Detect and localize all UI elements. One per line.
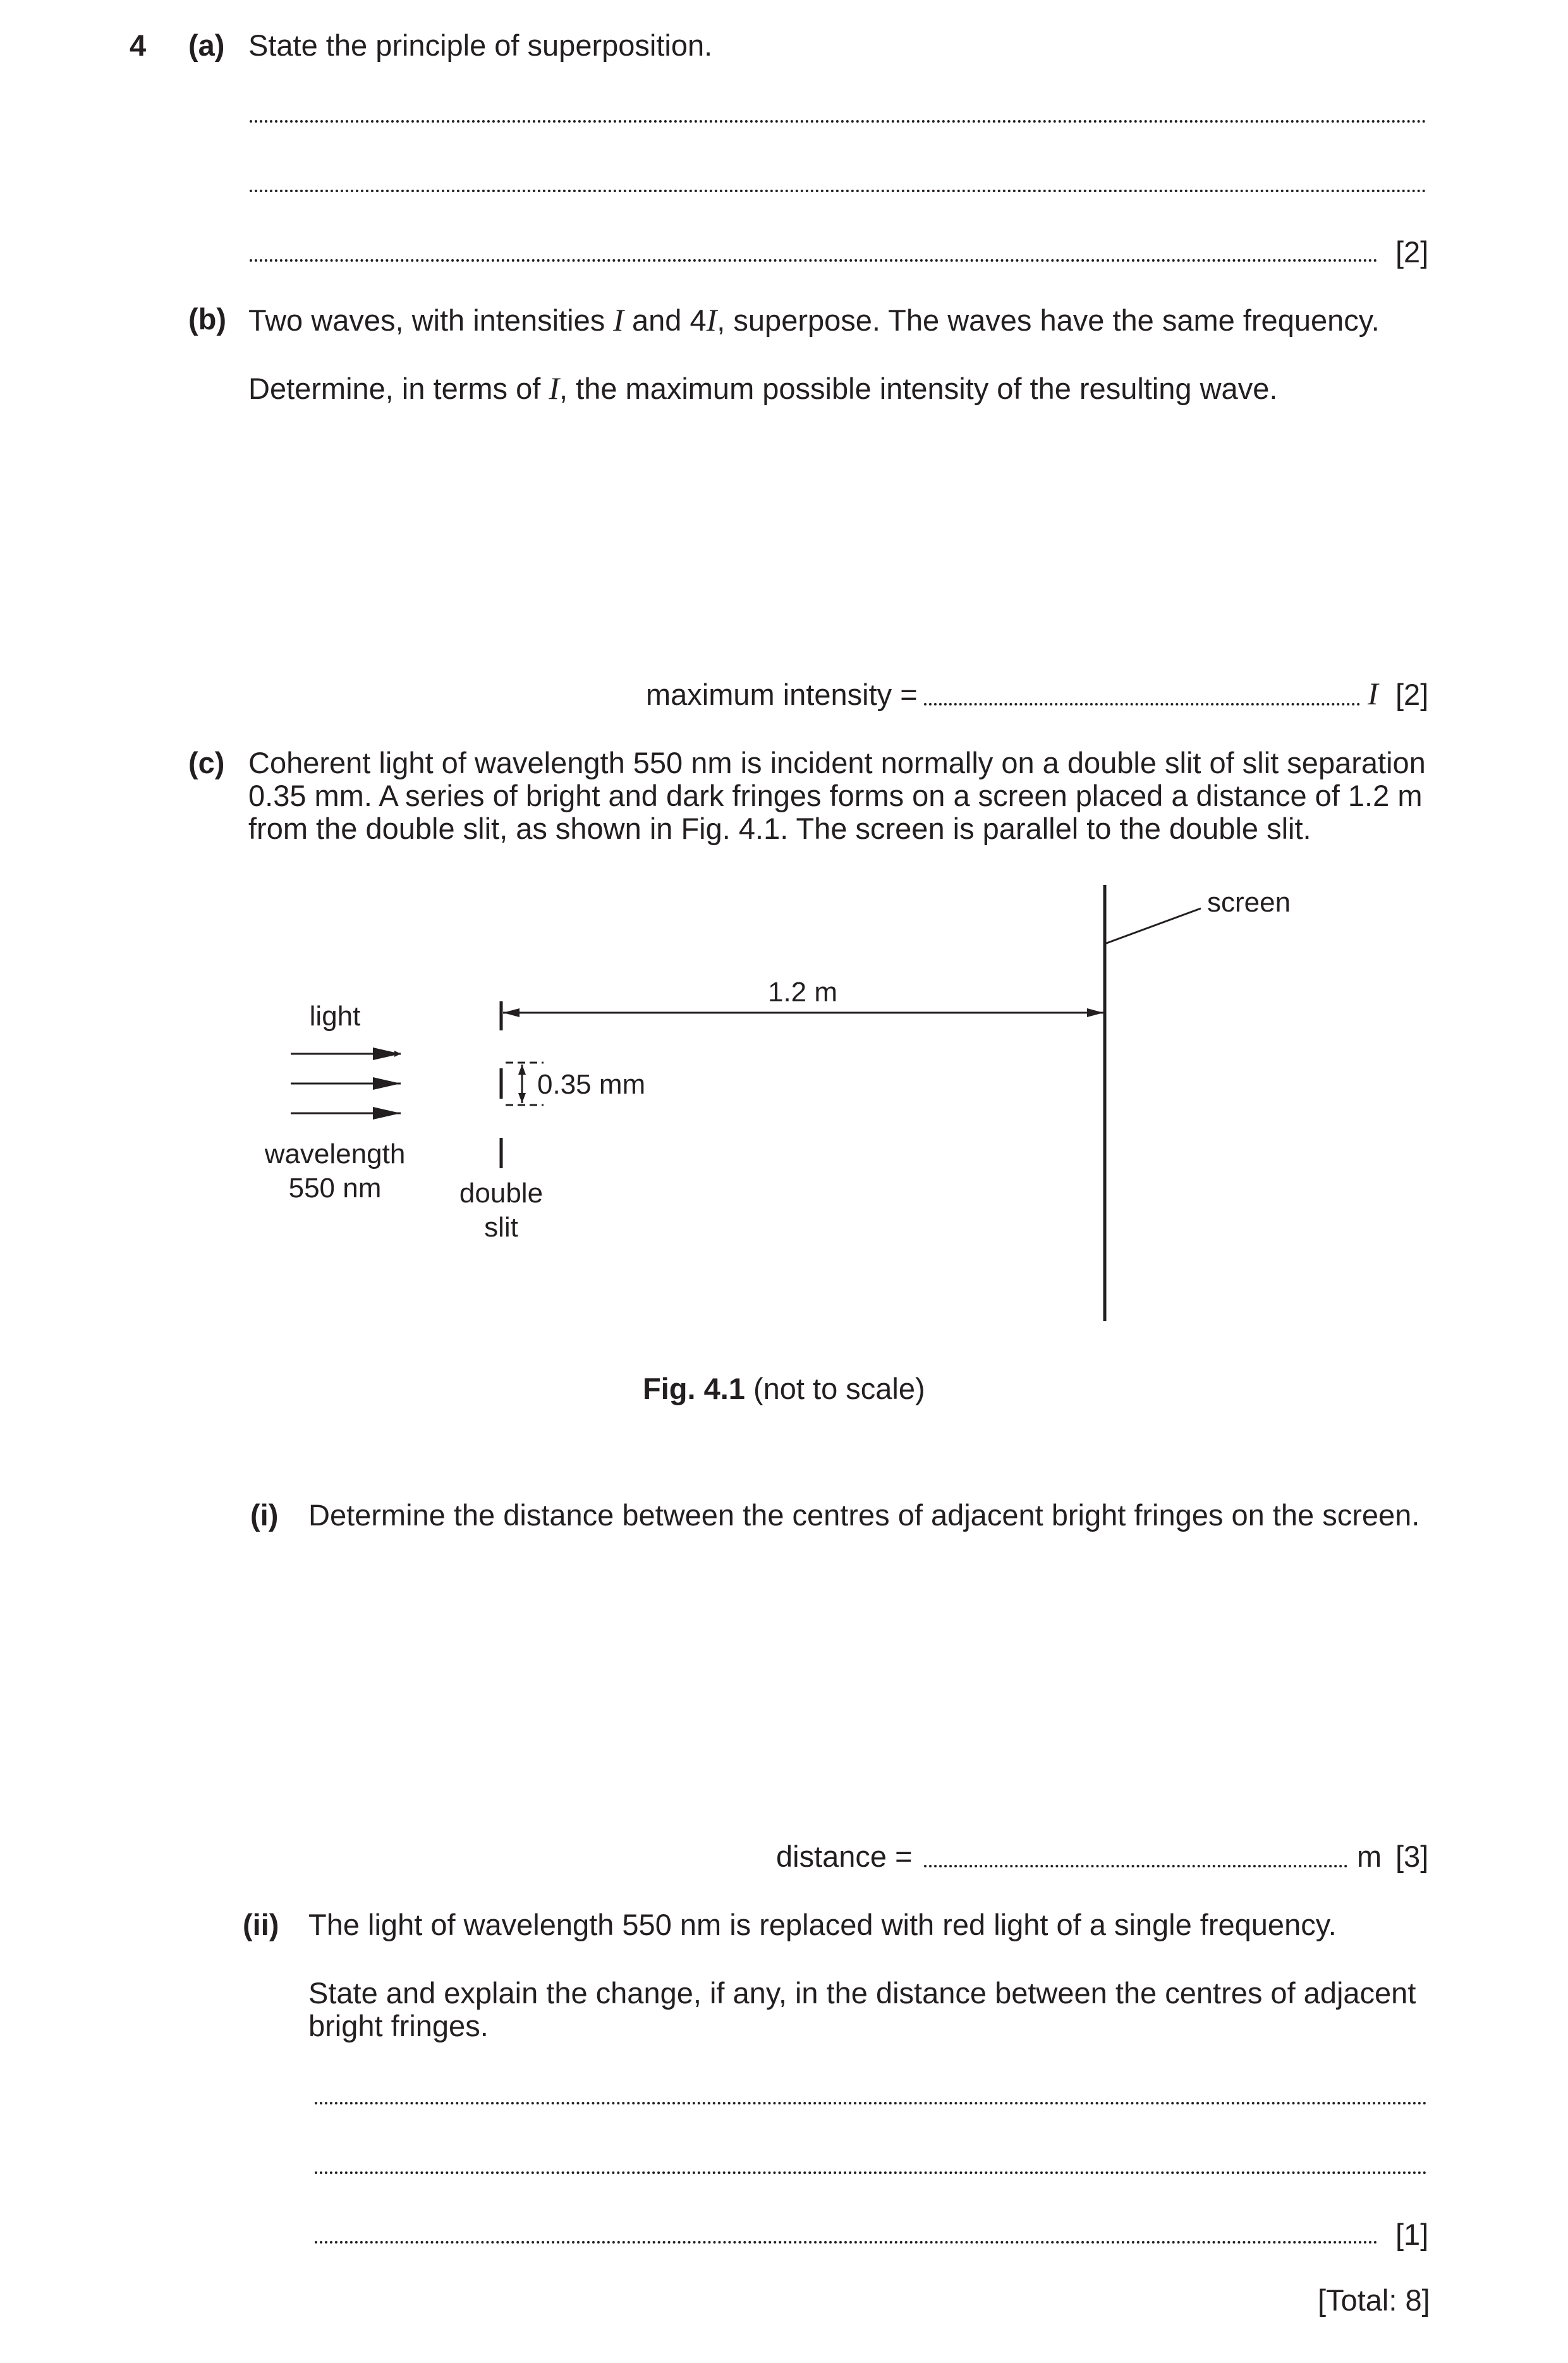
answer-line[interactable]: [315, 2171, 1427, 2174]
part-b-question: Two waves, with intensities I and 4I, superpose. The waves have the same frequency.: [248, 302, 1380, 338]
sub-ii-marks: [1]: [1395, 2218, 1429, 2251]
sub-i-answer-label: distance =: [776, 1840, 913, 1873]
separation-label: 0.35 mm: [537, 1069, 646, 1100]
double-slit-label: slit: [484, 1212, 518, 1243]
light-arrowhead: [373, 1047, 401, 1060]
separation-arrowhead-top: [518, 1065, 526, 1075]
part-a-question: State the principle of superposition.: [248, 28, 713, 62]
distance-label: 1.2 m: [767, 977, 838, 1008]
distance-arrowhead-right: [1087, 1008, 1103, 1017]
double-slit-label: double: [459, 1178, 544, 1209]
part-b-instruction: Determine, in terms of I, the maximum possible intensity of the resulting wave.: [248, 370, 1278, 406]
light-arrowhead: [373, 1107, 401, 1120]
wavelength-label: wavelength: [264, 1139, 406, 1169]
part-b-label: (b): [188, 302, 227, 336]
screen-label-pointer: [1105, 908, 1201, 944]
sub-ii-instruction-line-1: State and explain the change, if any, in the distance between the centres of adjacent: [308, 1976, 1416, 2010]
question-number: 4: [130, 28, 147, 62]
sub-i-marks: [3]: [1395, 1840, 1429, 1873]
part-c-paragraph-line-1: Coherent light of wavelength 550 nm is incident normally on a double slit of slit separation: [248, 746, 1426, 779]
figure-caption: Fig. 4.1 (not to scale): [643, 1372, 925, 1405]
part-c-paragraph-line-3: from the double slit, as shown in Fig. 4.1. The screen is parallel to the double slit.: [248, 812, 1311, 845]
part-b-marks: [2]: [1395, 678, 1429, 711]
part-c-label: (c): [188, 746, 225, 779]
answer-line[interactable]: [315, 2241, 1378, 2244]
light-label: light: [309, 1001, 361, 1032]
part-b-answer-label: maximum intensity =: [646, 678, 918, 711]
sub-i-answer-unit: m: [1357, 1840, 1382, 1873]
total-marks: [Total: 8]: [1318, 2283, 1430, 2317]
distance-arrowhead-left: [503, 1008, 520, 1017]
sub-ii-question: The light of wavelength 550 nm is replaced with red light of a single frequency.: [308, 1908, 1337, 1941]
separation-arrowhead-bottom: [518, 1093, 526, 1103]
screen-label: screen: [1207, 887, 1291, 918]
sub-ii-instruction-line-2: bright fringes.: [308, 2009, 489, 2042]
sub-i-question: Determine the distance between the centres of adjacent bright fringes on the screen.: [308, 1498, 1420, 1532]
sub-i-label: (i): [250, 1498, 279, 1532]
part-a-marks: [2]: [1395, 235, 1429, 269]
part-c-paragraph-line-2: 0.35 mm. A series of bright and dark fringes forms on a screen placed a distance of 1.2 m: [248, 779, 1423, 812]
sub-ii-label: (ii): [243, 1908, 279, 1941]
part-a-label: (a): [188, 28, 225, 62]
wavelength-value-label: 550 nm: [288, 1173, 382, 1204]
part-b-answer-unit: I: [1368, 676, 1378, 711]
light-arrowhead: [373, 1077, 401, 1090]
answer-line[interactable]: [924, 1865, 1347, 1867]
answer-line[interactable]: [315, 2102, 1427, 2104]
